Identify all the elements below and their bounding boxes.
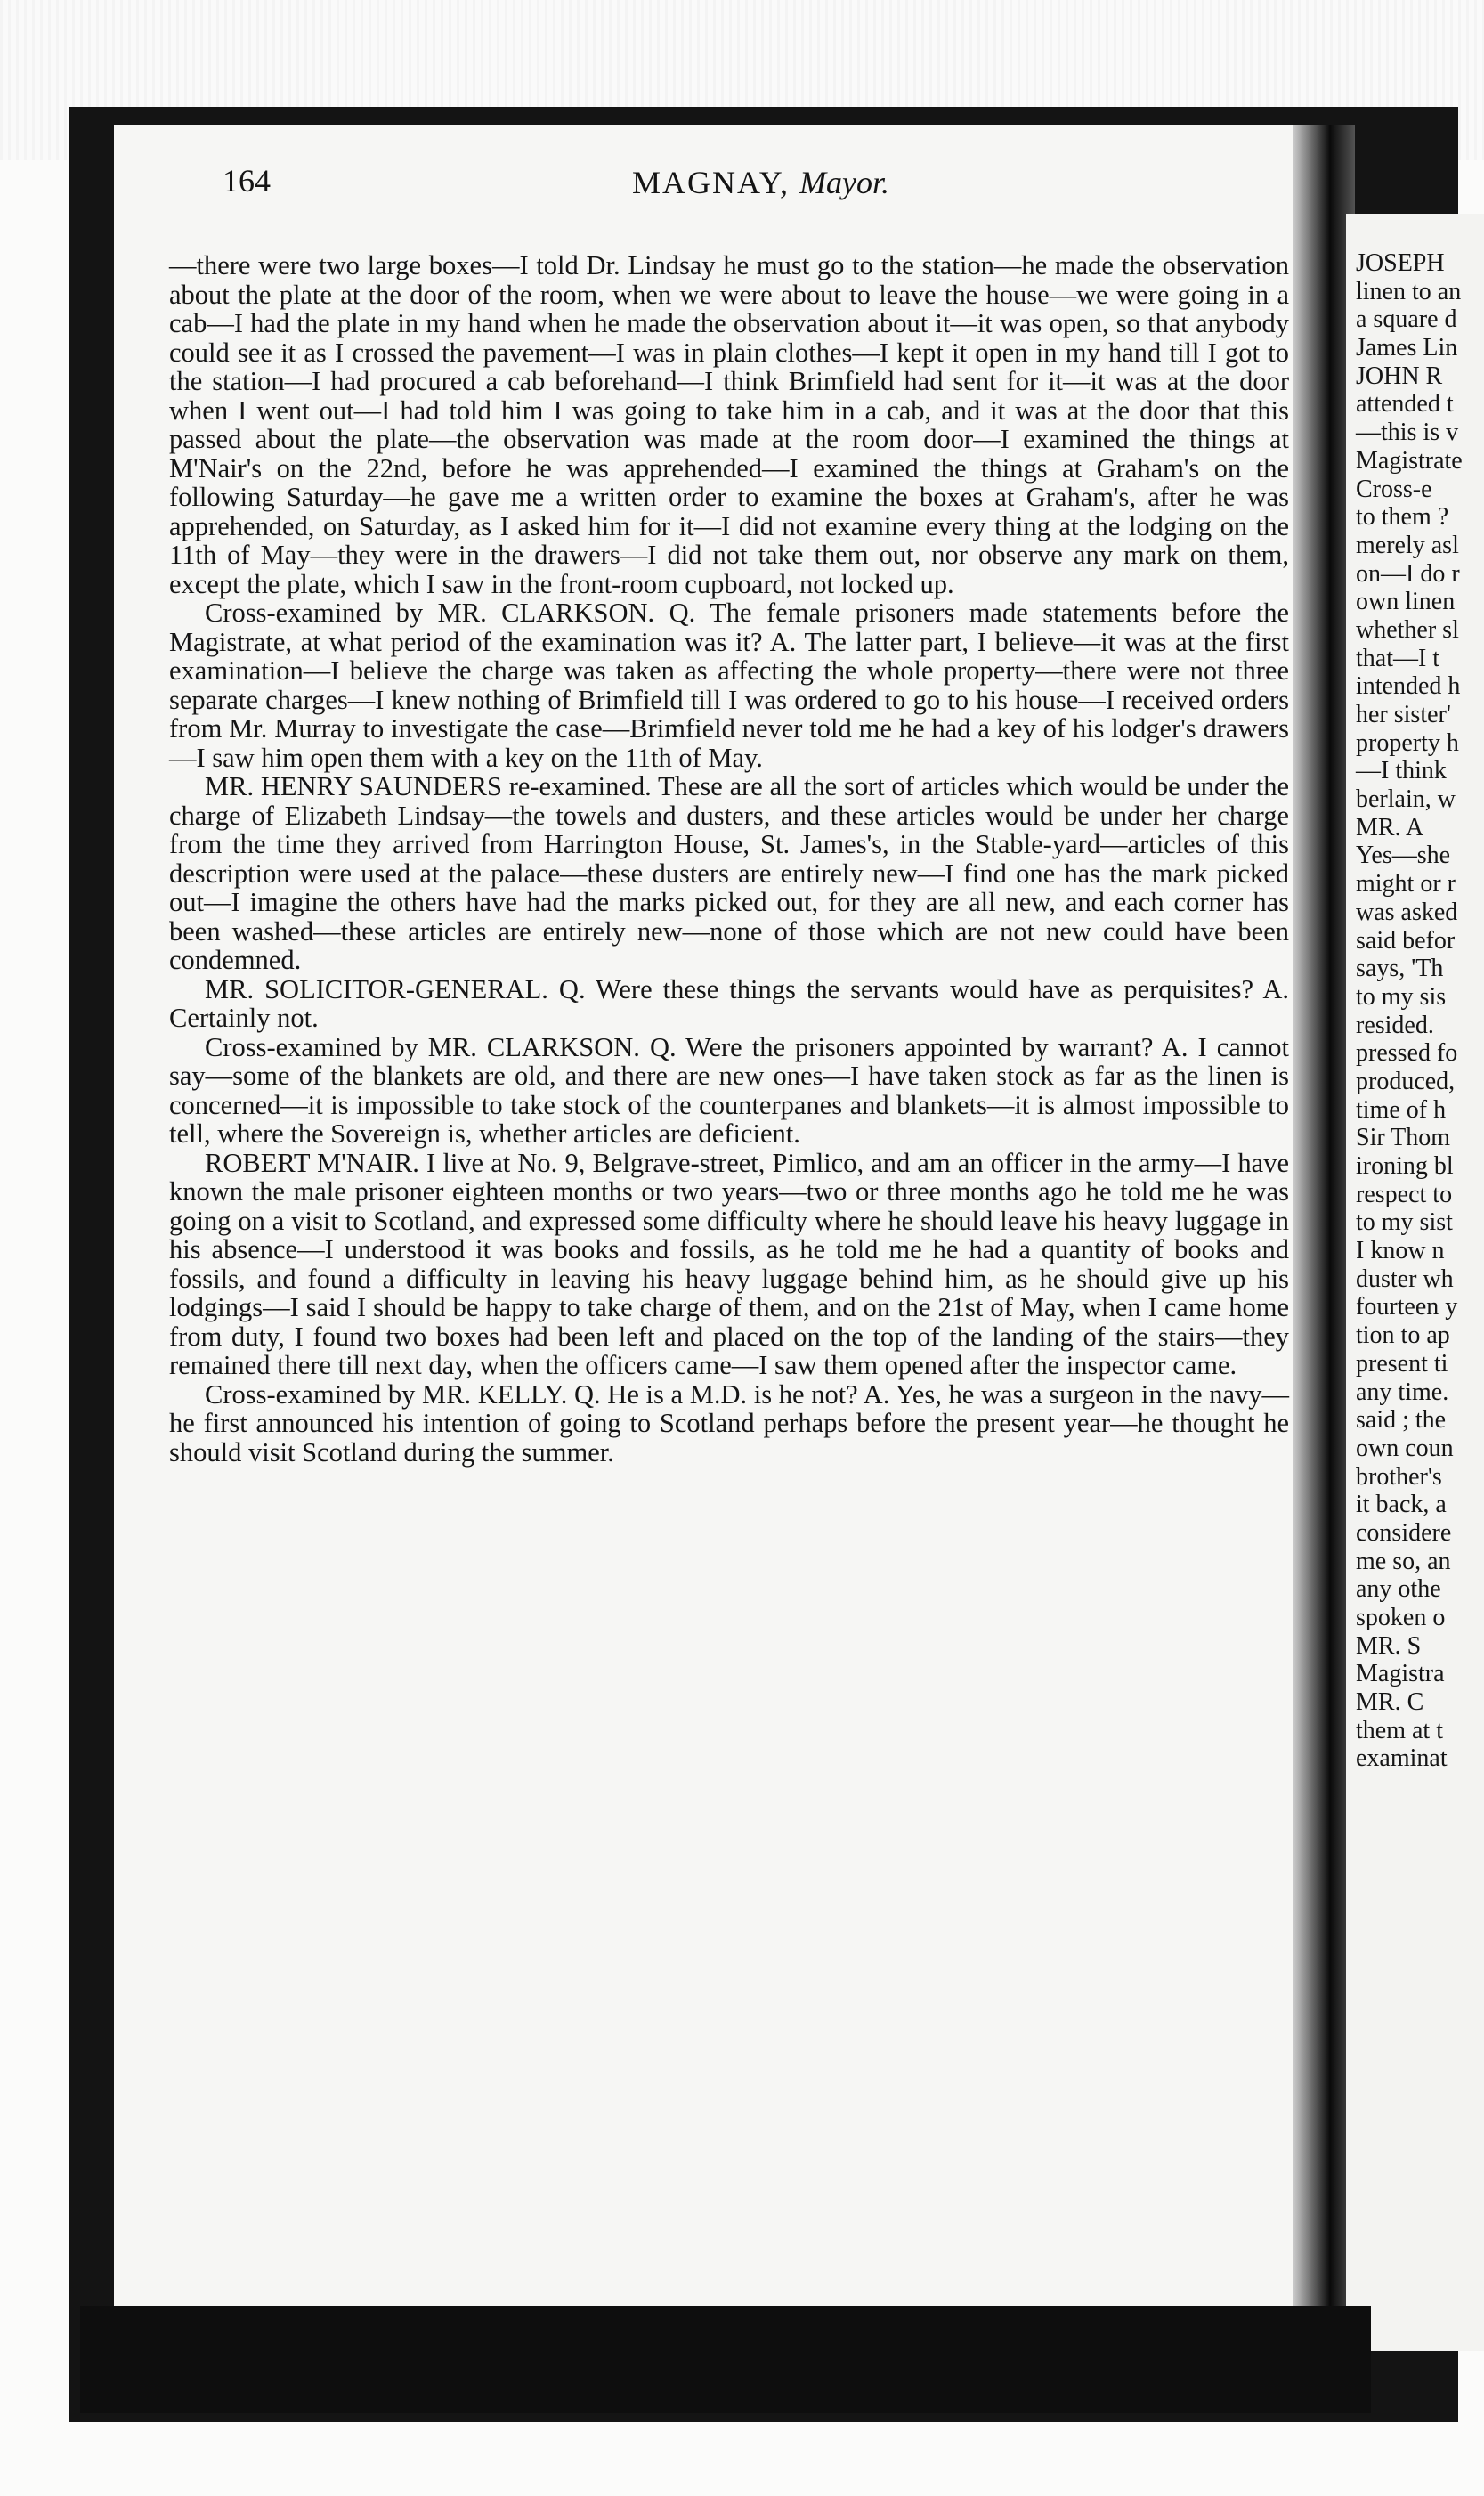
right-page-line: to my sist xyxy=(1356,1208,1453,1237)
paragraph-cross-examined-clarkson: Cross-examined by MR. CLARKSON. Q. The female prisoners made statements before the Magistrate, at what period of the examination was it? A. The latter part, I believe—it was at the first examination—I believe the charge was taken as affecting the whole property—there were not three separate charges—I knew nothing of Brimfield till I was ordered to go to his house—I received orders from Mr. Murray to investigate the case—Brimfield never told me he had a key of his lodger's drawers—I saw him open them with a key on the 11th of May. xyxy=(169,598,1289,773)
right-page-line: said befor xyxy=(1356,926,1456,955)
right-page-line: JOHN R xyxy=(1356,362,1443,390)
right-page-line: any othe xyxy=(1356,1575,1441,1604)
right-page-line: to them ? xyxy=(1356,503,1449,532)
right-page-line: examinat xyxy=(1356,1744,1448,1773)
right-page-line: a square d xyxy=(1356,305,1457,334)
right-page-line: to my sis xyxy=(1356,982,1447,1011)
right-page-line: says, 'Th xyxy=(1356,955,1444,983)
right-page-line: tion to ap xyxy=(1356,1321,1450,1350)
right-page-line: Sir Thom xyxy=(1356,1124,1451,1152)
right-page-line: respect to xyxy=(1356,1180,1453,1208)
paragraph-saunders-reexamined: MR. HENRY SAUNDERS re-examined. These are all the sort of articles which would be under the charge of Elizabeth Lindsay—the towels and dusters, and these articles would be under her charge from the time they arrived from Harrington House, St. James's, in the Stable-yard—articles of this description were used at the palace—these dusters are entirely new—I find one has the mark picked out—I imagine the others have had the marks picked out, for they are all new, and each corner has been washed—these articles are entirely new—none of those which are not new could have been condemned. xyxy=(169,771,1289,975)
right-page-line: said ; the xyxy=(1356,1406,1447,1435)
right-page-line: own linen xyxy=(1356,588,1456,616)
paragraph-robert-mnair: ROBERT M'NAIR. I live at No. 9, Belgrave-street, Pimlico, and am an officer in the army—I have known the male prisoner eighteen months or two years—two or three months ago he told me he was going on a visit to Scotland, and expressed some difficulty where he should leave his heavy luggage in his absence—I understood it was books and fossils, as he told me he had a quantity of books and fossils, and found a difficulty in leaving his heavy luggage behind him, as he should give up his lodgings—I said I should be happy to take charge of them, and on the 21st of May, when I came home from duty, I found two boxes had been left and placed on the top of the landing of the stairs—they remained there till next day, when the officers came—I saw them opened after the inspector came. xyxy=(169,1147,1289,1380)
right-page-line: them at t xyxy=(1356,1716,1443,1744)
right-page-line: present ti xyxy=(1356,1349,1448,1378)
right-page-line: was asked xyxy=(1356,898,1458,926)
running-head xyxy=(632,164,889,201)
right-page-line: —I think xyxy=(1356,757,1447,785)
right-page-line: considere xyxy=(1356,1518,1452,1547)
right-page-line: any time. xyxy=(1356,1378,1449,1406)
right-page-line: that—I t xyxy=(1356,644,1440,672)
right-page-line: fourteen y xyxy=(1356,1293,1458,1321)
right-page-line: attended t xyxy=(1356,390,1454,419)
body-text xyxy=(169,251,1289,1467)
right-page-line: resided. xyxy=(1356,1011,1434,1039)
right-page-line: on—I do r xyxy=(1356,559,1460,588)
right-page-line: time of h xyxy=(1356,1095,1447,1124)
right-page-line: MR. S xyxy=(1356,1631,1422,1660)
right-page-line: ironing bl xyxy=(1356,1152,1454,1180)
right-page-line: berlain, w xyxy=(1356,785,1456,814)
right-page-line: intended h xyxy=(1356,672,1461,701)
right-page-line: whether sl xyxy=(1356,615,1459,644)
paragraph-solicitor-general: MR. SOLICITOR-GENERAL. Q. Were these things the servants would have as perquisites? A. Certainly not. xyxy=(169,973,1289,1033)
right-page-line: James Lin xyxy=(1356,334,1458,362)
right-page-line: might or r xyxy=(1356,870,1456,898)
right-page-line: Yes—she xyxy=(1356,841,1451,870)
right-page-line: pressed fo xyxy=(1356,1039,1458,1068)
bottom-shadow xyxy=(80,2306,1371,2413)
right-page-line: MR. A xyxy=(1356,813,1424,841)
right-page-line: property h xyxy=(1356,728,1459,757)
right-page-line: Cross-e xyxy=(1356,475,1432,503)
right-page-line: —this is v xyxy=(1356,419,1459,447)
right-page-line: me so, an xyxy=(1356,1547,1451,1575)
paragraph-continuation: —there were two large boxes—I told Dr. Lindsay he must go to the station—he made the observation about the plate at the door of the room, when we were about to leave the house—we were going in a cab—I had the plate in my hand when he made the observation about it—it was open, so that anybody could see it as I crossed the pavement—I was in plain clothes—I kept it open in my hand till I got to the station—I had procured a cab beforehand—I think Brimfield had sent for it—it was at the door when I went out—I had told him I was going to take him in a cab, and it was at the door that this passed about the plate—the observation was made at the room door—I examined the things at M'Nair's on the 22nd, before he was apprehended—I examined the things at Graham's on the following Saturday—he gave me a written order to examine the boxes at Graham's, after he was apprehended, on Saturday, as I asked him for it—I did not examine every thing at the lodging on the 11th of May—they were in the drawers—I did not take them out, nor observe any mark on them, except the plate, which I saw in the front-room cupboard, not locked up. xyxy=(169,250,1289,599)
right-page-line: Magistrate xyxy=(1356,446,1463,475)
running-head-italic: Mayor. xyxy=(799,165,890,200)
right-page-line: duster wh xyxy=(1356,1264,1454,1293)
right-page-line: merely asl xyxy=(1356,531,1459,559)
right-page-line: MR. C xyxy=(1356,1688,1424,1717)
page-header xyxy=(223,162,1273,207)
page-number: 164 xyxy=(223,163,271,199)
right-page-text xyxy=(1356,249,1484,1773)
right-page-line: her sister' xyxy=(1356,701,1451,728)
right-page-line: it back, a xyxy=(1356,1491,1447,1519)
right-page-line: linen to an xyxy=(1356,277,1462,305)
paragraph-cross-examined-kelly: Cross-examined by MR. KELLY. Q. He is a M.D. is he not? A. Yes, he was a surgeon in the navy—he first announced his intention of going to Scotland perhaps before the present year—he thought he should visit Scotland during the summer. xyxy=(169,1378,1289,1468)
right-page-line: own coun xyxy=(1356,1434,1454,1462)
right-page-line: produced, xyxy=(1356,1067,1456,1095)
right-page-line: Magistra xyxy=(1356,1660,1445,1688)
right-page-line: JOSEPH xyxy=(1356,249,1445,277)
paragraph-cross-examined-clarkson-2: Cross-examined by MR. CLARKSON. Q. Were the prisoners appointed by warrant? A. I cannot say—some of the blankets are old, and there are new ones—I have taken stock as far as the linen is concerned—it is impossible to take stock of the counterpanes and blankets—it is almost impossible to tell, where the Sovereign is, whether articles are deficient. xyxy=(169,1031,1289,1149)
running-head-name: MAGNAY, xyxy=(632,165,791,200)
right-page-line: spoken o xyxy=(1356,1604,1446,1631)
right-page-line: I know n xyxy=(1356,1237,1445,1265)
right-page-line: brother's xyxy=(1356,1462,1442,1491)
